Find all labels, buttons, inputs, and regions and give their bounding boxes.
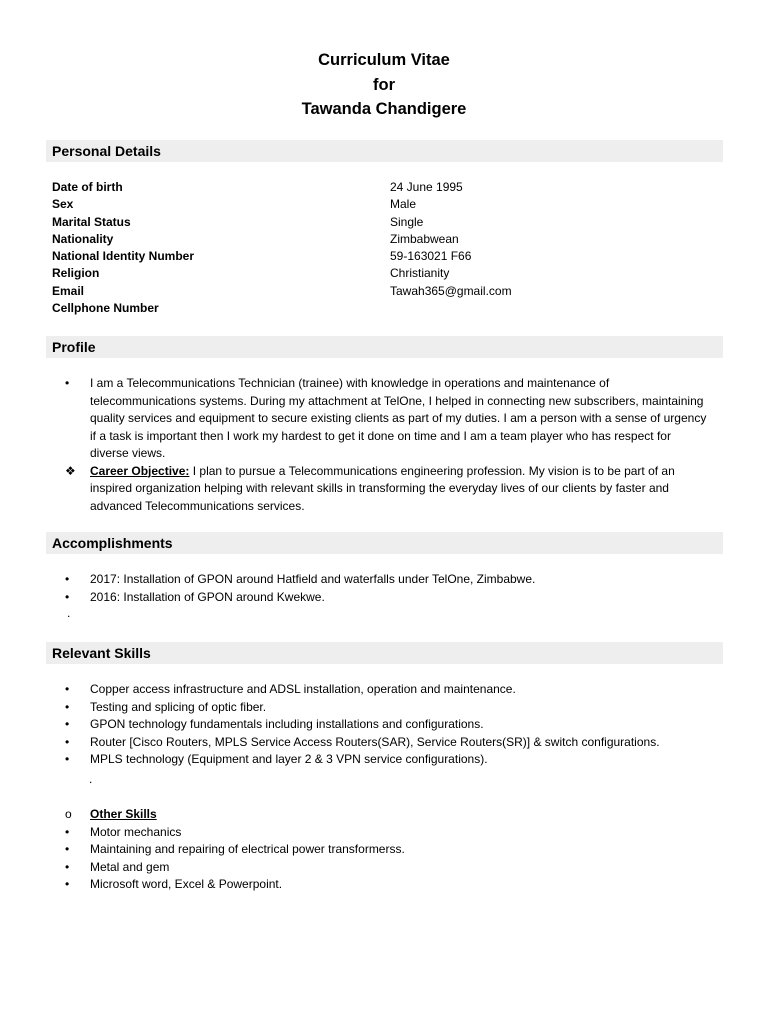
- other-skills-heading: Other Skills: [90, 807, 157, 821]
- list-item: [52, 806, 712, 824]
- career-objective-text: I plan to pursue a Telecommunications engineering profession. My vision is to be part of an inspired organization helping with relevant skills in transforming the everyday lives of our clients by faster and advanced Telecommunications services.: [90, 463, 675, 513]
- email-value[interactable]: Tawah365@gmail.com: [390, 283, 512, 298]
- bullet-icon: •: [65, 717, 70, 731]
- list-item-text: Testing and splicing of optic fiber.: [90, 699, 267, 714]
- list-item-text: 2016: Installation of GPON around Kwekwe.: [90, 589, 325, 604]
- detail-row: [52, 248, 712, 265]
- detail-label: Cellphone Number: [52, 301, 159, 316]
- personal-details-table: [52, 179, 712, 317]
- list-item-text: GPON technology fundamentals including installations and configurations.: [90, 717, 484, 731]
- detail-label: National Identity Number: [52, 249, 195, 264]
- personal-details-header: [46, 140, 723, 162]
- list-item: [52, 699, 712, 717]
- skills-list: [52, 681, 712, 769]
- bullet-icon: •: [65, 859, 70, 874]
- title-line-2: for: [373, 75, 395, 94]
- detail-label: Email: [52, 283, 85, 298]
- list-item-text: Copper access infrastructure and ADSL installation, operation and maintenance.: [90, 682, 516, 696]
- accomplishments-list: [52, 571, 712, 606]
- detail-label: Date of birth: [52, 180, 123, 194]
- section-heading: Relevant Skills: [52, 645, 151, 661]
- detail-value: 24 June 1995: [390, 180, 463, 194]
- list-item: [52, 589, 712, 607]
- bullet-icon: •: [65, 877, 70, 891]
- bullet-icon: •: [65, 682, 70, 696]
- list-item-text: MPLS technology (Equipment and layer 2 & 3 VPN service configurations).: [90, 752, 488, 766]
- list-item: [52, 824, 712, 842]
- detail-value: Christianity: [390, 266, 450, 281]
- list-item: [52, 375, 712, 463]
- list-item-text: Router [Cisco Routers, MPLS Service Access Routers(SAR), Service Routers(SR)] & switch configurations.: [90, 734, 660, 749]
- detail-value: Zimbabwean: [390, 231, 459, 246]
- bullet-icon: •: [65, 752, 70, 766]
- document-title: [0, 48, 768, 122]
- trailing-dot: .: [89, 772, 93, 786]
- detail-row: [52, 265, 712, 282]
- detail-value: 59-163021 F66: [390, 249, 472, 264]
- bullet-icon: •: [65, 824, 70, 839]
- other-skills-list: [52, 806, 712, 894]
- detail-row: [52, 196, 712, 213]
- list-item: [52, 751, 712, 769]
- title-line-3: Tawanda Chandigere: [301, 100, 467, 118]
- list-item-text: Microsoft word, Excel & Powerpoint.: [90, 877, 283, 891]
- list-item: [52, 463, 712, 516]
- title-line-1: Curriculum Vitae: [318, 51, 450, 69]
- list-item: [52, 734, 712, 752]
- profile-list: [52, 375, 712, 515]
- section-heading: Personal Details: [52, 143, 161, 159]
- list-item-text: Metal and gem: [90, 859, 170, 874]
- detail-label: Religion: [52, 266, 100, 281]
- detail-label: Nationality: [52, 231, 114, 246]
- detail-row: [52, 179, 712, 196]
- list-item: [52, 681, 712, 699]
- detail-label: Sex: [52, 197, 74, 212]
- bullet-icon: •: [65, 842, 70, 856]
- bullet-icon: •: [65, 699, 70, 714]
- detail-row: [52, 214, 712, 231]
- section-heading: Profile: [52, 339, 96, 355]
- career-objective-label: Career Objective:: [90, 463, 190, 478]
- list-item: [52, 716, 712, 734]
- bullet-icon: •: [65, 376, 70, 390]
- list-item: [52, 859, 712, 877]
- accomplishments-header: [46, 532, 723, 554]
- trailing-dot: .: [67, 606, 71, 620]
- list-item-text: Motor mechanics: [90, 824, 182, 839]
- circle-bullet-icon: o: [65, 807, 72, 821]
- bullet-icon: •: [65, 734, 70, 749]
- list-item-text: Maintaining and repairing of electrical power transformerss.: [90, 842, 405, 856]
- detail-label: Marital Status: [52, 214, 131, 229]
- diamond-bullet-icon: ❖: [65, 463, 76, 478]
- bullet-icon: •: [65, 572, 70, 586]
- bullet-icon: •: [65, 589, 70, 604]
- section-heading: Accomplishments: [52, 535, 173, 551]
- detail-value: Single: [390, 214, 424, 229]
- detail-row: [52, 231, 712, 248]
- list-item: [52, 571, 712, 589]
- profile-text: I am a Telecommunications Technician (trainee) with knowledge in operations and maintenance of telecommunications systems. During my attachment at TelOne, I helped in connecting new subscribers, maintaining quality services and equipment to secure existing clients as part of my duties. I am a person with a sense of urgency if a task is important then I work my hardest to get it done on time and I am a team player who has respect for diverse views.: [90, 376, 707, 460]
- list-item: [52, 876, 712, 894]
- relevant-skills-header: [46, 642, 723, 664]
- list-item-text: 2017: Installation of GPON around Hatfield and waterfalls under TelOne, Zimbabwe.: [90, 572, 536, 586]
- detail-row: [52, 300, 712, 317]
- detail-row: [52, 283, 712, 300]
- list-item: [52, 841, 712, 859]
- profile-header: [46, 336, 723, 358]
- detail-value: Male: [390, 197, 417, 212]
